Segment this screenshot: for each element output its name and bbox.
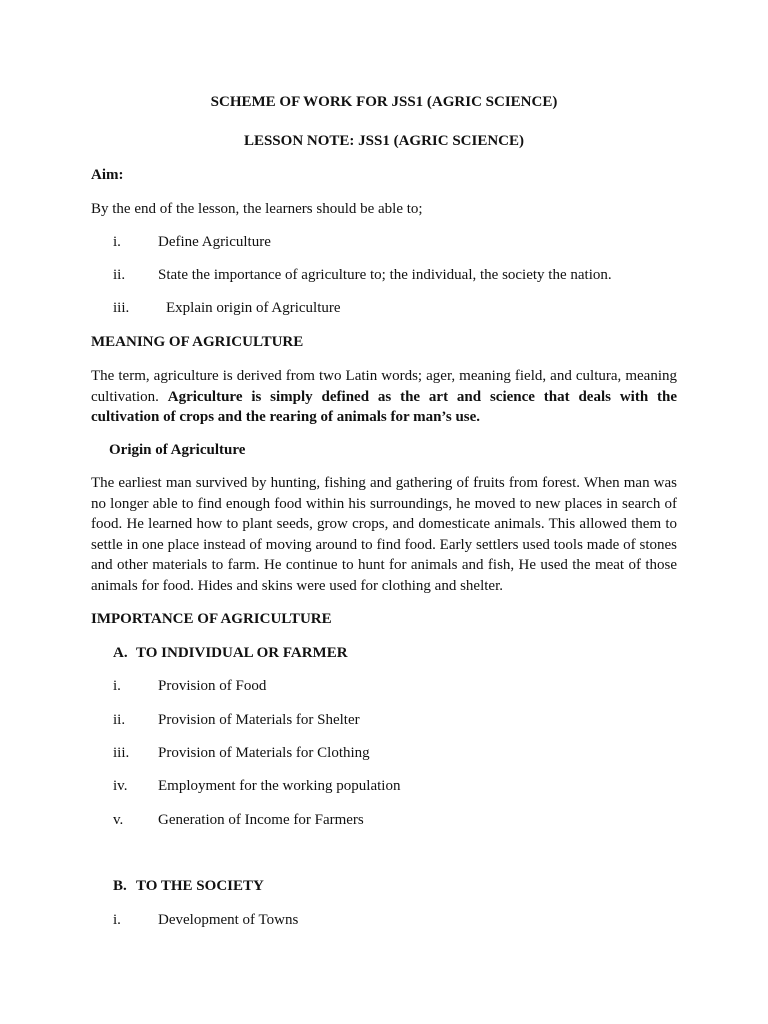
document-title: SCHEME OF WORK FOR JSS1 (AGRIC SCIENCE) bbox=[210, 94, 558, 110]
section-letter: A. bbox=[113, 645, 128, 661]
section-title: TO THE SOCIETY bbox=[136, 878, 264, 894]
list-item bbox=[113, 710, 360, 730]
meaning-definition: Agriculture is simply defined as the art and science that deals with the cultivation of crops and the rearing of animals for man’s use. bbox=[91, 388, 678, 425]
list-text: Explain origin of Agriculture bbox=[166, 300, 341, 316]
lesson-note-heading: LESSON NOTE: JSS1 (AGRIC SCIENCE) bbox=[243, 133, 525, 149]
list-number: ii. bbox=[113, 712, 126, 728]
origin-heading: Origin of Agriculture bbox=[109, 442, 246, 458]
list-item bbox=[113, 743, 370, 763]
list-number: iv. bbox=[113, 778, 128, 794]
section-b-heading bbox=[113, 876, 264, 896]
list-text: Employment for the working population bbox=[158, 778, 401, 794]
importance-heading: IMPORTANCE OF AGRICULTURE bbox=[91, 611, 332, 627]
meaning-heading: MEANING OF AGRICULTURE bbox=[91, 334, 304, 350]
list-text: Define Agriculture bbox=[158, 234, 271, 250]
list-item bbox=[113, 810, 364, 830]
list-text: State the importance of agriculture to; the individual, the society the nation. bbox=[158, 267, 612, 283]
list-item bbox=[113, 776, 400, 796]
list-number: iii. bbox=[113, 745, 130, 761]
list-text: Development of Towns bbox=[158, 912, 299, 928]
objective-item bbox=[113, 298, 341, 318]
objective-item bbox=[113, 232, 271, 252]
list-text: Generation of Income for Farmers bbox=[158, 812, 364, 828]
meaning-text: The term, agriculture is derived from two Latin words; ager, meaning field, and cultura, meaning cultivation. bbox=[91, 368, 677, 405]
section-a-heading bbox=[113, 643, 348, 663]
objective-item bbox=[113, 265, 612, 285]
list-text: Provision of Materials for Shelter bbox=[158, 712, 360, 728]
list-number: ii. bbox=[113, 267, 126, 283]
list-text: Provision of Food bbox=[158, 678, 267, 694]
list-number: iii. bbox=[113, 300, 130, 316]
list-text: Provision of Materials for Clothing bbox=[158, 745, 370, 761]
list-item bbox=[113, 676, 266, 696]
aim-intro: By the end of the lesson, the learners should be able to; bbox=[91, 201, 423, 217]
aim-heading: Aim: bbox=[91, 167, 124, 183]
list-number: i. bbox=[113, 678, 121, 694]
list-number: i. bbox=[113, 234, 121, 250]
list-number: v. bbox=[113, 812, 124, 828]
origin-paragraph: The earliest man survived by hunting, fishing and gathering of fruits from forest. When man was no longer able to find enough food within his surroundings, he moved to new places in search of food. He learned how to plant seeds, grow crops, and domesticate animals. This allowed them to settle in one place instead of moving around to find food. Early settlers used tools made of stones and other materials to farm. He continue to hunt for animals and fish, He used the meat of those animals for food. Hides and skins were used for clothing and shelter. bbox=[91, 475, 677, 594]
list-number: i. bbox=[113, 912, 121, 928]
meaning-paragraph bbox=[91, 366, 677, 428]
list-item bbox=[113, 910, 298, 930]
section-title: TO INDIVIDUAL OR FARMER bbox=[136, 645, 348, 661]
section-letter: B. bbox=[113, 878, 127, 894]
